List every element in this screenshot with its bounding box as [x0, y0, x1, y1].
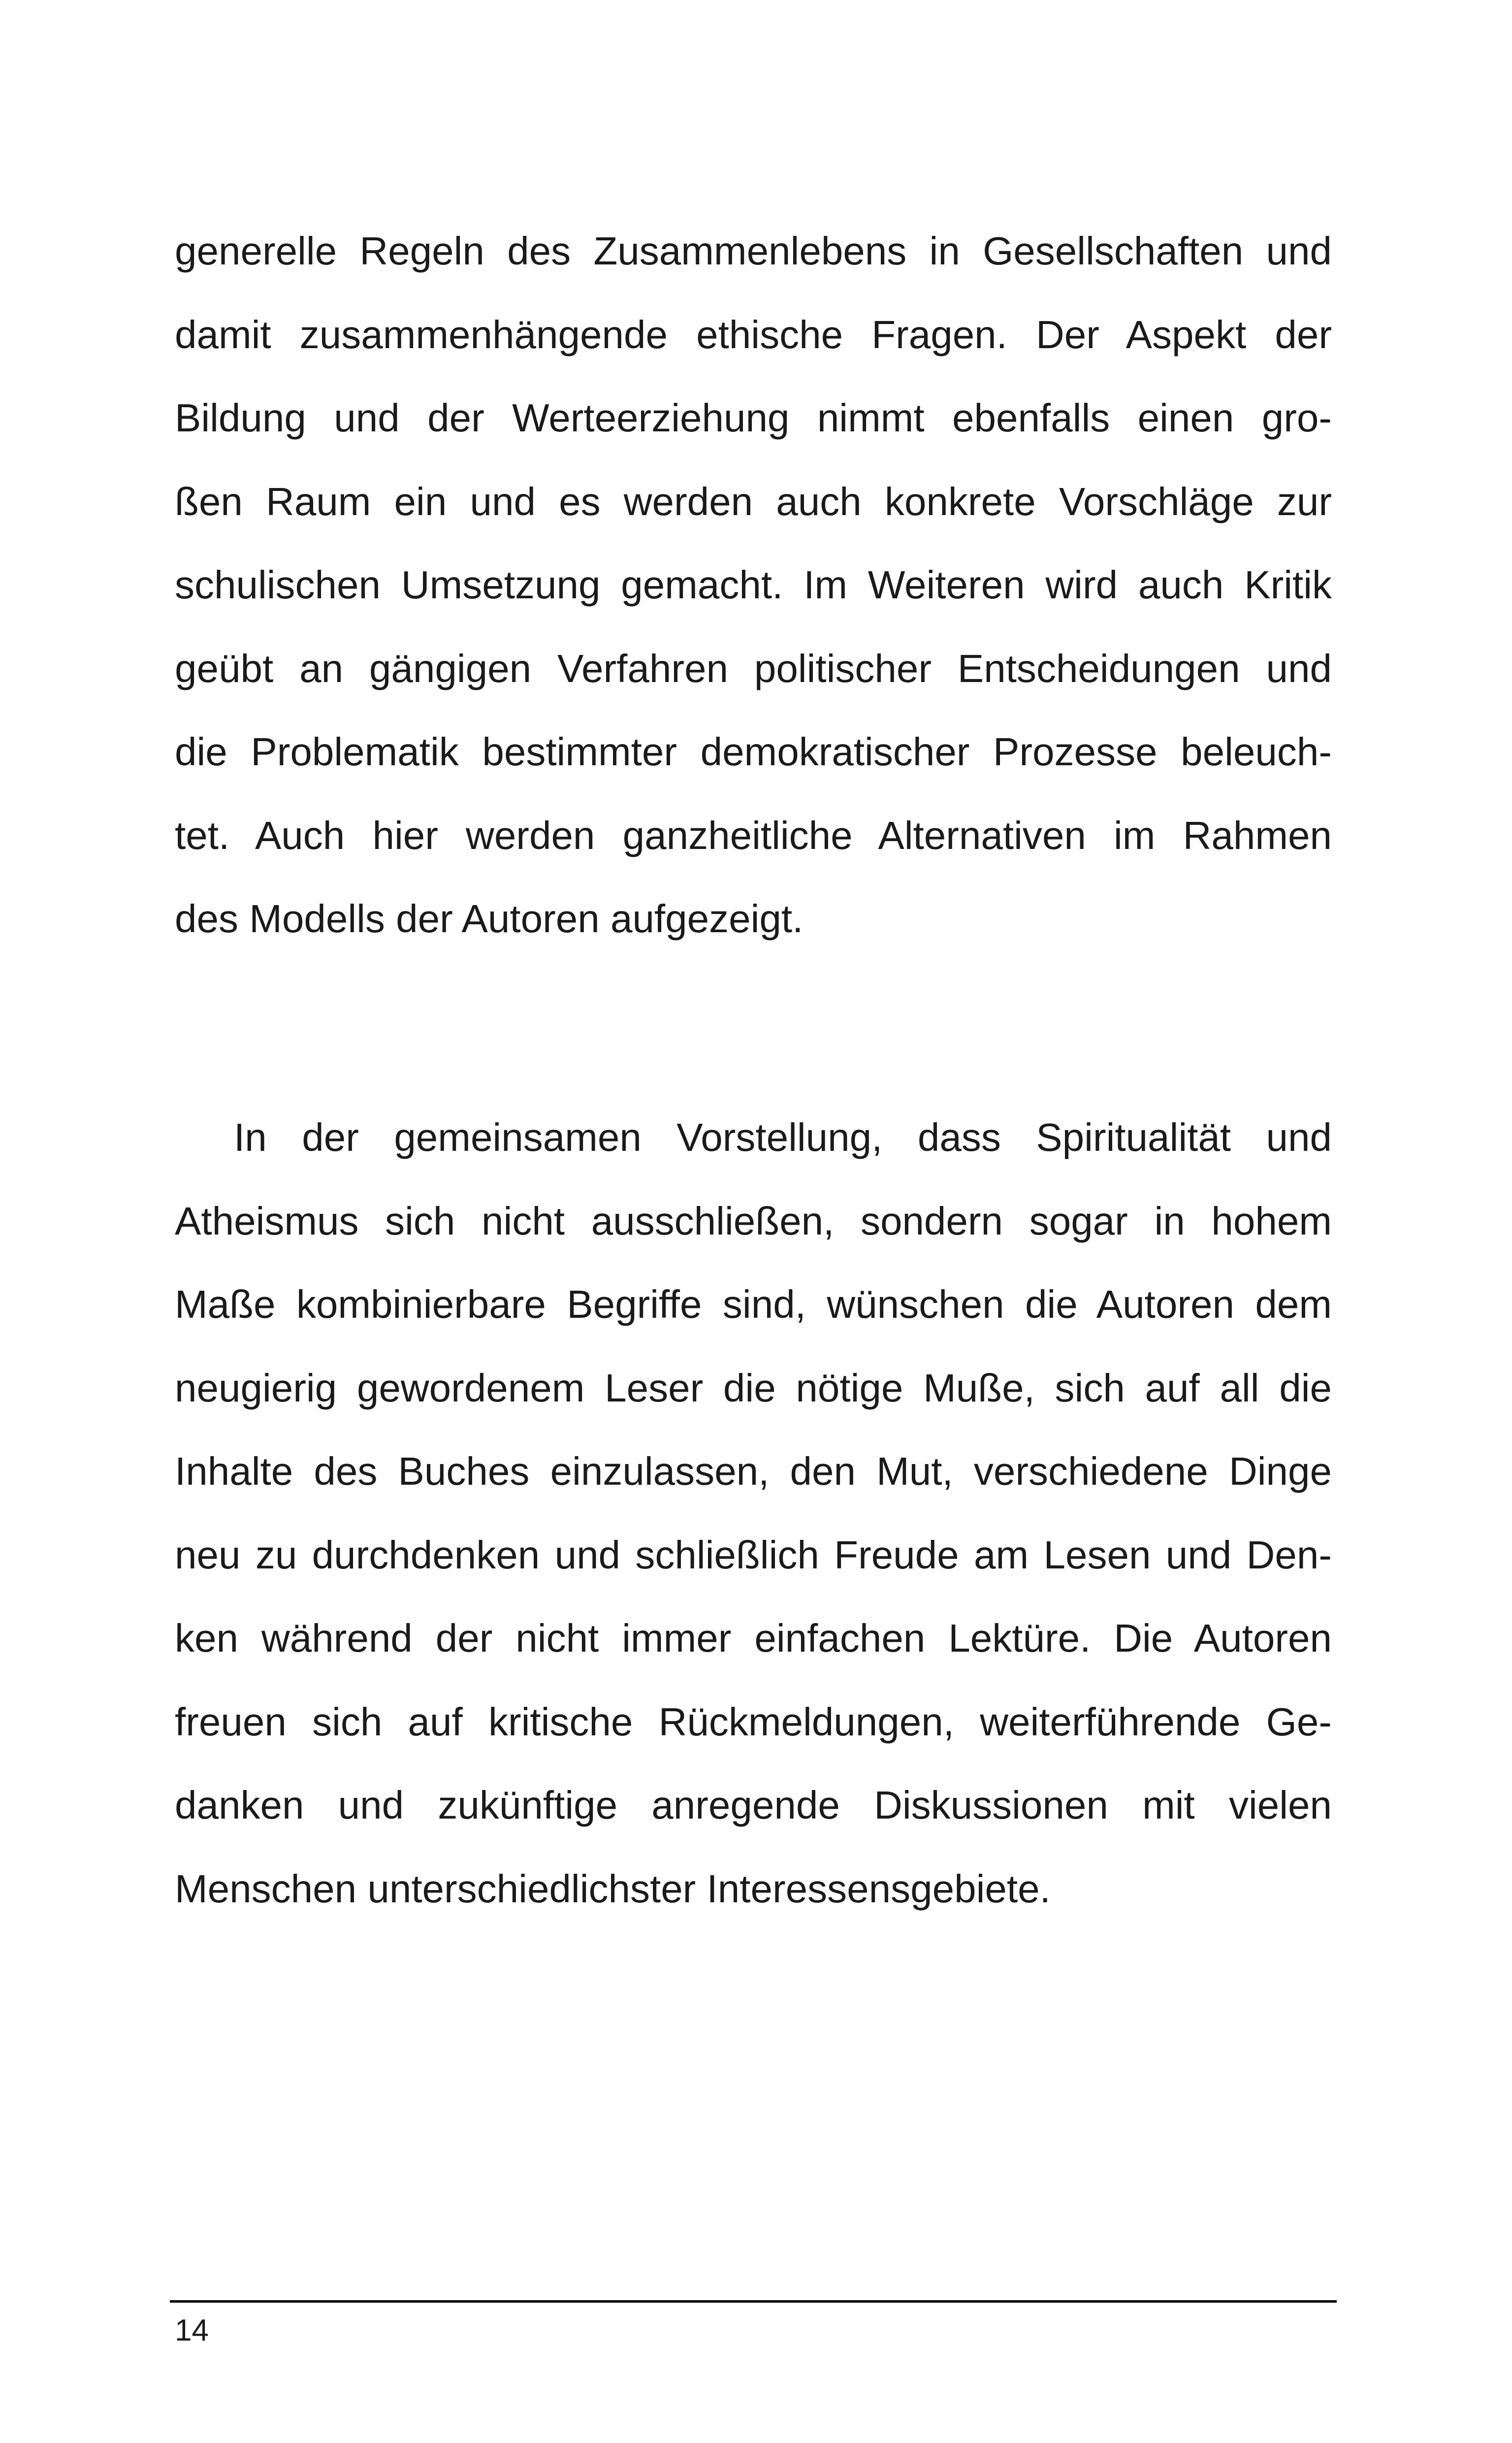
- text-line: neu zu durchdenken und schließlich Freude am Lesen und Den-: [175, 1532, 1332, 1577]
- text-line: die Problematik bestimmter demokratischer Prozesse beleuch-: [175, 730, 1332, 774]
- text-line: In der gemeinsamen Vorstellung, dass Spiritualität und: [234, 1115, 1332, 1159]
- text-line: Inhalte des Buches einzulassen, den Mut, verschiedene Dinge: [175, 1449, 1332, 1493]
- text-line: Bildung und der Werteerziehung nimmt ebenfalls einen gro-: [175, 396, 1332, 440]
- text-line: schulischen Umsetzung gemacht. Im Weiteren wird auch Kritik: [175, 563, 1332, 607]
- page-number: 14: [175, 2313, 209, 2347]
- text-line: Maße kombinierbare Begriffe sind, wünschen die Autoren dem: [175, 1282, 1332, 1326]
- footer-divider: [170, 2300, 1337, 2303]
- paragraph-1: [175, 209, 1332, 961]
- text-line: damit zusammenhängende ethische Fragen. Der Aspekt der: [175, 312, 1332, 357]
- text-line: freuen sich auf kritische Rückmeldungen, weiterführende Ge-: [175, 1699, 1332, 1744]
- text-line: des Modells der Autoren aufgezeigt.: [175, 897, 804, 941]
- text-line: ßen Raum ein und es werden auch konkrete Vorschläge zur: [175, 479, 1332, 523]
- text-line: tet. Auch hier werden ganzheitliche Alternativen im Rahmen: [175, 813, 1332, 857]
- text-line: ken während der nicht immer einfachen Lektüre. Die Autoren: [175, 1616, 1332, 1660]
- text-line: Menschen unterschiedlichster Interessensgebiete.: [175, 1866, 1051, 1911]
- text-line: geübt an gängigen Verfahren politischer Entscheidungen und: [175, 646, 1332, 690]
- paragraph-2: [175, 1096, 1332, 1930]
- text-line: generelle Regeln des Zusammenlebens in Gesellschaften und: [175, 229, 1332, 273]
- text-line: neugierig gewordenem Leser die nötige Muße, sich auf all die: [175, 1366, 1332, 1410]
- text-line: danken und zukünftige anregende Diskussionen mit vielen: [175, 1783, 1332, 1827]
- text-line: Atheismus sich nicht ausschließen, sondern sogar in hohem: [175, 1199, 1332, 1243]
